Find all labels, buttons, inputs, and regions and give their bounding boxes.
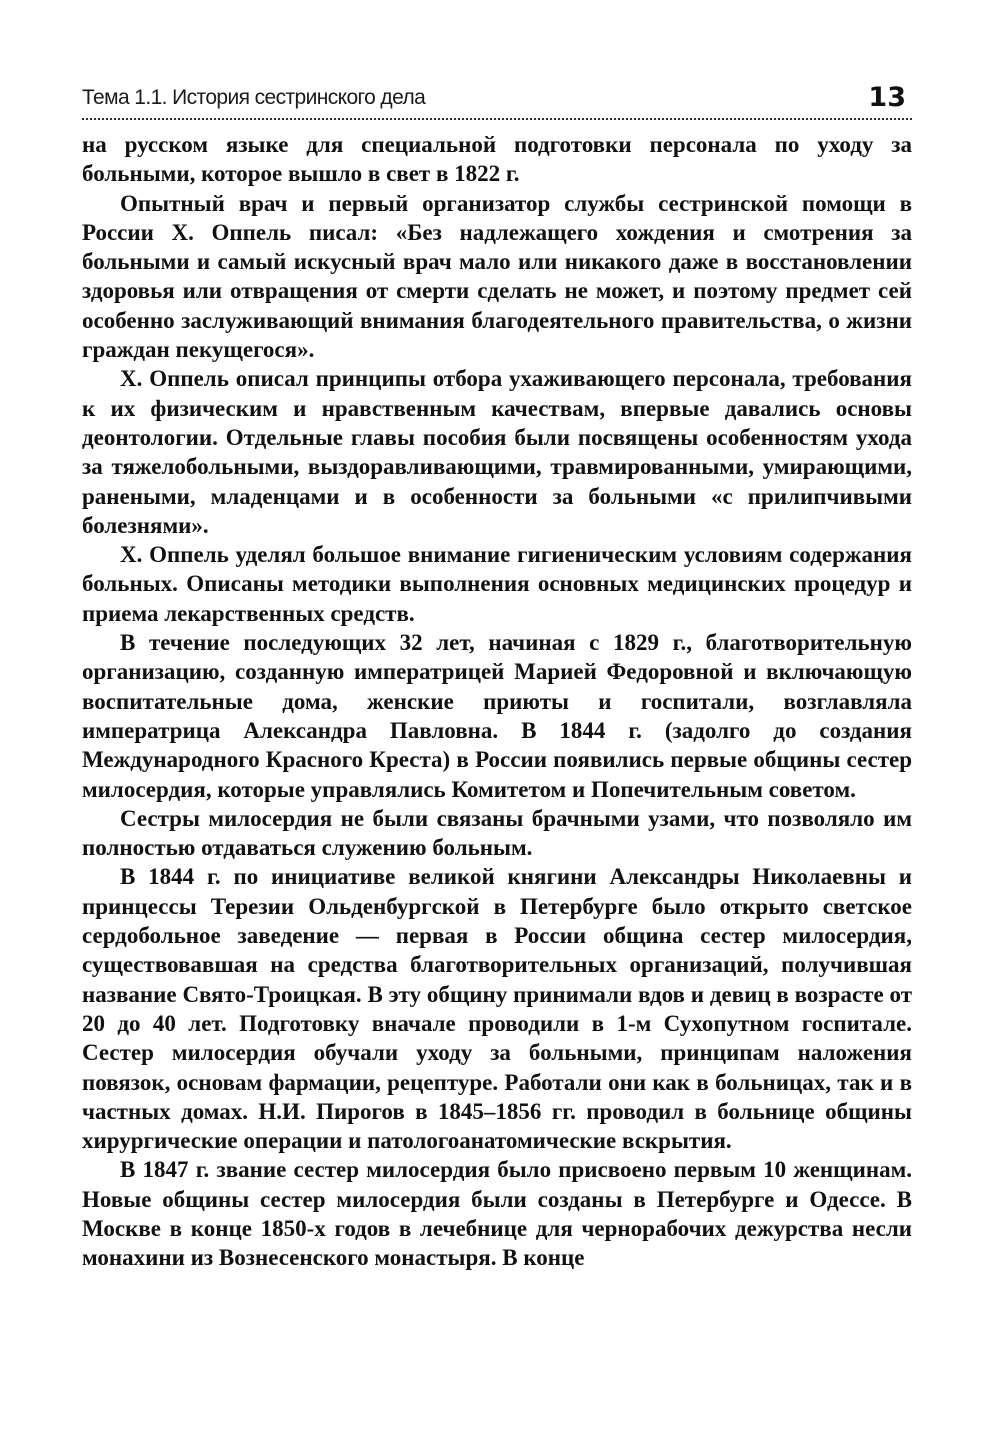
- paragraph-3: Х. Оппель описал принципы отбора ухаживающего персонала, требования к их физическим и нравственным качествам, впервые давались основы деонтологии. Отдельные главы пособия были посвящены особенностям ухода за тяжелобольными, выздоравливающими, травмированными, умирающими, ранеными, младенцами и в особенности за больными «с прилипчивыми болезнями».: [82, 366, 912, 538]
- book-page: [82, 78, 912, 1273]
- paragraph-7: В 1844 г. по инициативе великой княгини Александры Николаевны и принцессы Терезии Ольденбургской в Петербурге было открыто светское сердобольное заведение — первая в России община сестер милосердия, существовавшая на средства благотворительных организаций, получившая название Свято-Троицкая. В эту общину принимали вдов и девиц в возрасте от 20 до 40 лет. Подготовку вначале проводили в 1-м Сухопутном госпитале. Сестер милосердия обучали уходу за больными, принципам наложения повязок, основам фармации, рецептуре. Работали они как в больницах, так и в частных домах. Н.И. Пирогов в 1845–1856 гг. проводил в больнице общины хирургические операции и патологоанатомические вскрытия.: [82, 864, 912, 1154]
- chapter-title: Тема 1.1. История сестринского дела: [82, 86, 426, 109]
- page-number: 13: [868, 82, 906, 113]
- paragraph-8: В 1847 г. звание сестер милосердия было присвоено первым 10 женщинам. Новые общины сестер милосердия были созданы в Петербурге и Одессе. В Москве в конце 1850-х годов в лечебнице для чернорабочих дежурства несли монахини из Вознесенского монастыря. В конце: [82, 1157, 912, 1271]
- paragraph-6: Сестры милосердия не были связаны брачными узами, что позволяло им полностью отдаваться служению больным.: [82, 805, 912, 861]
- paragraph-5: В течение последующих 32 лет, начиная с 1829 г., благотворительную организацию, созданную императрицей Марией Федоровной и включающую воспитательные дома, женские приюты и госпитали, возглавляла императрица Александра Павловна. В 1844 г. (задолго до создания Международного Красного Креста) в России появились первые общины сестер милосердия, которые управлялись Комитетом и Попечительным советом.: [82, 630, 912, 802]
- body-text: [82, 130, 912, 1273]
- running-header: [82, 78, 912, 120]
- paragraph-1: на русском языке для специальной подготовки персонала по уходу за больными, которое вышло в свет в 1822 г.: [82, 132, 912, 187]
- paragraph-2: Опытный врач и первый организатор службы сестринской помощи в России Х. Оппель писал: «Без надлежащего хождения и смотрения за больными и самый искусный врач мало или никакого даже в восстановлении здоровья или отвращения от смерти сделать не может, и поэтому предмет сей особенно заслуживающий внимания благодеятельного правительства, о жизни граждан пекущегося».: [82, 190, 912, 363]
- paragraph-4: Х. Оппель уделял большое внимание гигиеническим условиям содержания больных. Описаны методики выполнения основных медицинских процедур и приема лекарственных средств.: [82, 542, 912, 626]
